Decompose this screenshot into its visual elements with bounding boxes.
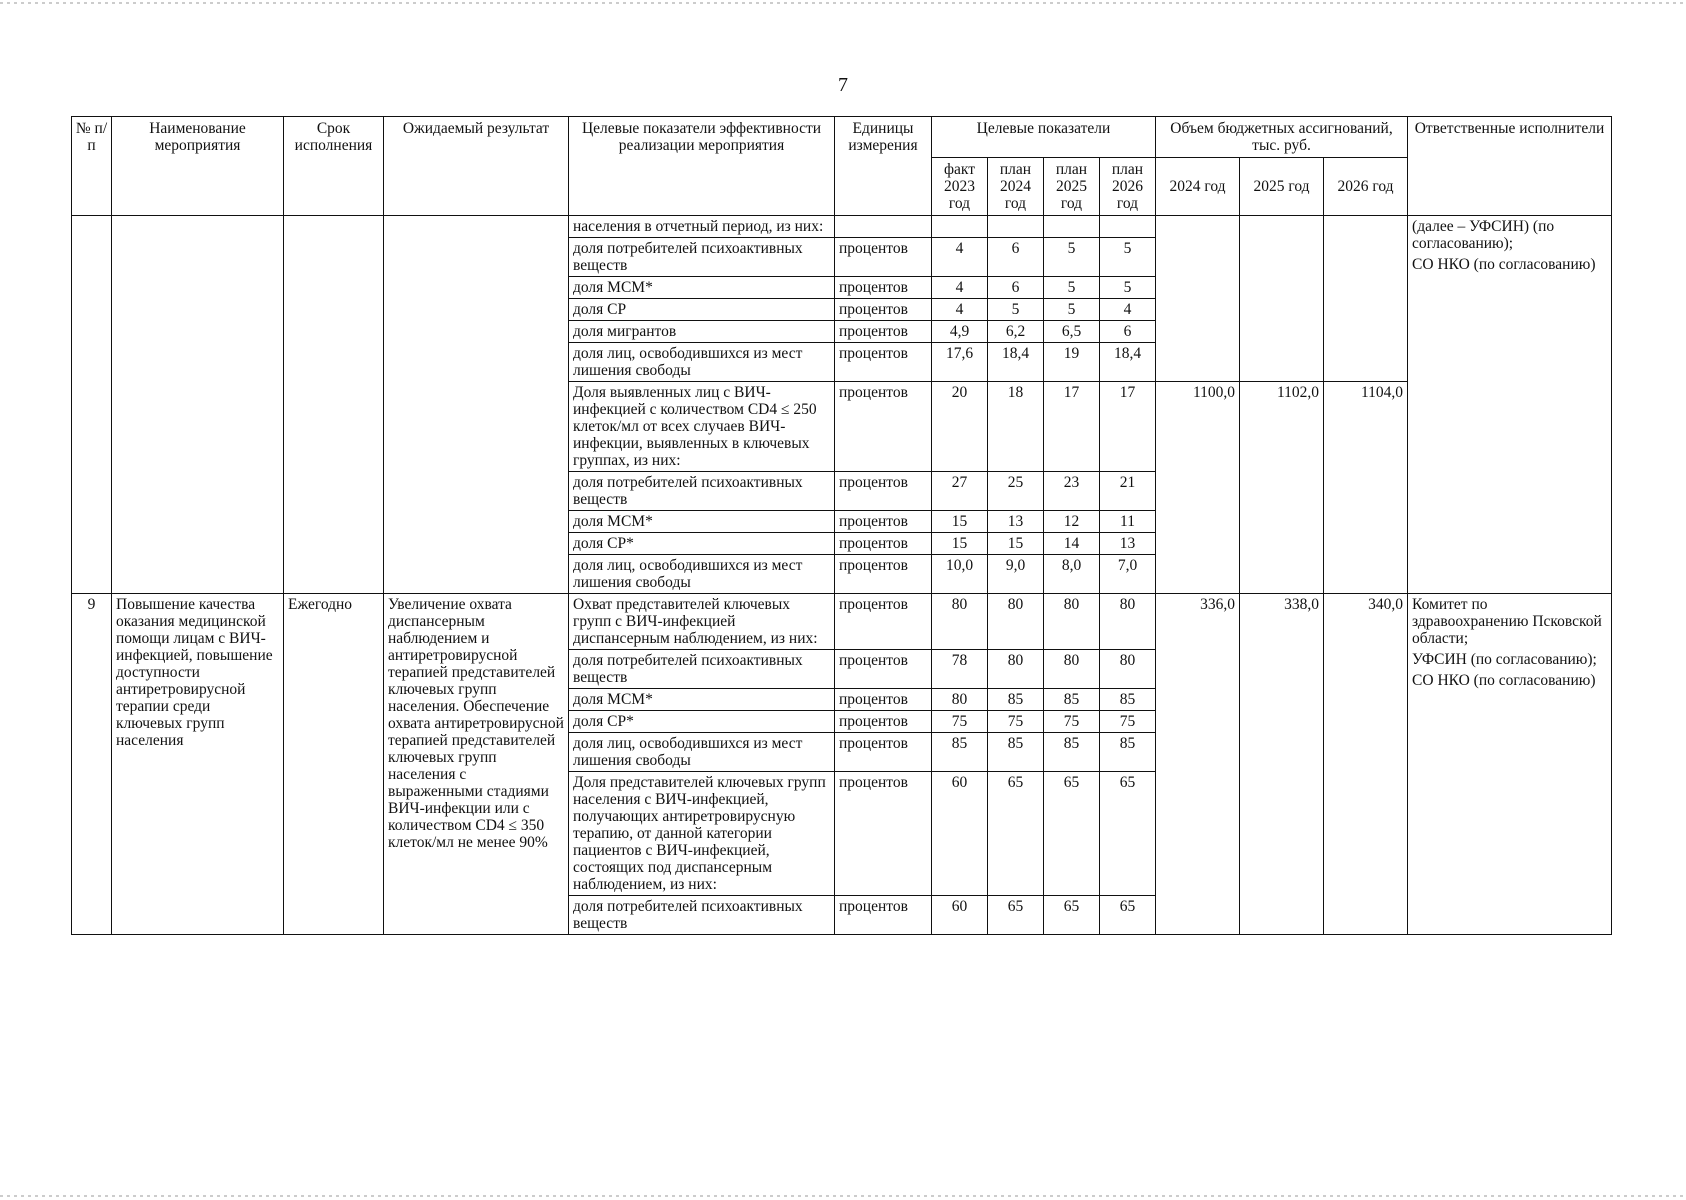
cell-value: 4,9 bbox=[932, 321, 988, 343]
cell-name: Повышение качества оказания медицинской помощи лицам с ВИЧ-инфекцией, повышение доступности антиретровирусной терапии среди ключевых групп населения bbox=[112, 594, 284, 935]
cell-value: 18 bbox=[988, 382, 1044, 472]
cell-value: 6 bbox=[1100, 321, 1156, 343]
cell-responsible bbox=[1408, 594, 1612, 935]
cell-value: 17 bbox=[1100, 382, 1156, 472]
cell-value: 11 bbox=[1100, 511, 1156, 533]
cell-value: 13 bbox=[1100, 533, 1156, 555]
cell-value: 25 bbox=[988, 472, 1044, 511]
cell-value: 15 bbox=[932, 533, 988, 555]
cell-budget: 338,0 bbox=[1240, 594, 1324, 935]
cell-unit: процентов bbox=[835, 321, 932, 343]
header-budget-year: 2024 год bbox=[1156, 158, 1240, 216]
cell-value: 65 bbox=[1044, 772, 1100, 896]
cell-value: 27 bbox=[932, 472, 988, 511]
header-result: Ожидаемый результат bbox=[384, 117, 569, 216]
cell-responsible bbox=[1408, 216, 1612, 594]
header-target-year: план 2026 год bbox=[1100, 158, 1156, 216]
cell-value: 80 bbox=[988, 594, 1044, 650]
header-indicator: Целевые показатели эффективности реализации мероприятия bbox=[569, 117, 835, 216]
table-header bbox=[72, 117, 1612, 216]
cell-value: 60 bbox=[932, 896, 988, 935]
cell-value: 80 bbox=[1100, 650, 1156, 689]
cell-budget bbox=[1240, 216, 1324, 382]
cell-value: 5 bbox=[1044, 238, 1100, 277]
cell-value: 6 bbox=[988, 277, 1044, 299]
cell-value: 65 bbox=[1100, 772, 1156, 896]
cell-value bbox=[988, 216, 1044, 238]
cell-value: 85 bbox=[1044, 689, 1100, 711]
page-number: 7 bbox=[838, 74, 848, 96]
cell-budget: 336,0 bbox=[1156, 594, 1240, 935]
cell-value: 85 bbox=[988, 689, 1044, 711]
cell-value: 12 bbox=[1044, 511, 1100, 533]
cell-indicator: доля СР* bbox=[569, 533, 835, 555]
header-target-year: план 2025 год bbox=[1044, 158, 1100, 216]
cell-value: 65 bbox=[988, 896, 1044, 935]
header-budget-year: 2026 год bbox=[1324, 158, 1408, 216]
cell-unit: процентов bbox=[835, 733, 932, 772]
cell-value: 21 bbox=[1100, 472, 1156, 511]
header-budget-year: 2025 год bbox=[1240, 158, 1324, 216]
cell-indicator: доля СР* bbox=[569, 711, 835, 733]
cell-value: 78 bbox=[932, 650, 988, 689]
cell-value: 60 bbox=[932, 772, 988, 896]
cell-indicator: доля лиц, освободившихся из мест лишения свободы bbox=[569, 733, 835, 772]
cell-unit: процентов bbox=[835, 772, 932, 896]
cell-value: 5 bbox=[988, 299, 1044, 321]
cell-value: 80 bbox=[1044, 594, 1100, 650]
cell-indicator: доля СР bbox=[569, 299, 835, 321]
cell-value: 5 bbox=[1044, 277, 1100, 299]
header-budget: Объем бюджетных ассигнований, тыс. руб. bbox=[1156, 117, 1408, 158]
cell-value: 4 bbox=[932, 238, 988, 277]
cell-indicator: Доля выявленных лиц с ВИЧ-инфекцией с количеством CD4 ≤ 250 клеток/мл от всех случаев ВИЧ-инфекции, выявленных в ключевых группах, из них: bbox=[569, 382, 835, 472]
cell-unit: процентов bbox=[835, 594, 932, 650]
cell-value bbox=[1100, 216, 1156, 238]
cell-result: Увеличение охвата диспансерным наблюдением и антиретровирусной терапией представителей ключевых групп населения. Обеспечение охвата антиретровирусной терапией представителей ключевых групп населения с выраженными стадиями ВИЧ-инфекции или с количеством CD4 ≤ 350 клеток/мл не менее 90% bbox=[384, 594, 569, 935]
scan-artifact-bottom bbox=[0, 1195, 1686, 1197]
cell-result bbox=[384, 216, 569, 594]
header-responsible: Ответственные исполнители bbox=[1408, 117, 1612, 216]
cell-value: 19 bbox=[1044, 343, 1100, 382]
cell-term: Ежегодно bbox=[284, 594, 384, 935]
header-targets: Целевые показатели bbox=[932, 117, 1156, 158]
cell-indicator: доля потребителей психоактивных веществ bbox=[569, 238, 835, 277]
cell-value: 14 bbox=[1044, 533, 1100, 555]
cell-unit: процентов bbox=[835, 382, 932, 472]
cell-unit: процентов bbox=[835, 343, 932, 382]
cell-value: 9,0 bbox=[988, 555, 1044, 594]
cell-value: 80 bbox=[1100, 594, 1156, 650]
cell-indicator: доля МСМ* bbox=[569, 689, 835, 711]
cell-budget bbox=[1324, 216, 1408, 382]
cell-unit: процентов bbox=[835, 533, 932, 555]
cell-value: 20 bbox=[932, 382, 988, 472]
cell-value: 17,6 bbox=[932, 343, 988, 382]
responsible-line: Комитет по здравоохранению Псковской области; bbox=[1412, 596, 1602, 647]
cell-budget: 1102,0 bbox=[1240, 382, 1324, 594]
responsible-line: СО НКО (по согласованию) bbox=[1412, 256, 1596, 273]
cell-indicator: доля потребителей психоактивных веществ bbox=[569, 472, 835, 511]
cell-value bbox=[932, 216, 988, 238]
cell-num: 9 bbox=[72, 594, 112, 935]
cell-unit: процентов bbox=[835, 299, 932, 321]
cell-unit: процентов bbox=[835, 555, 932, 594]
cell-value: 5 bbox=[1044, 299, 1100, 321]
cell-unit: процентов bbox=[835, 650, 932, 689]
cell-budget: 1100,0 bbox=[1156, 382, 1240, 594]
cell-value: 85 bbox=[988, 733, 1044, 772]
cell-value: 7,0 bbox=[1100, 555, 1156, 594]
cell-indicator: Охват представителей ключевых групп с ВИЧ-инфекцией диспансерным наблюдением, из них: bbox=[569, 594, 835, 650]
cell-value: 6,2 bbox=[988, 321, 1044, 343]
cell-value: 80 bbox=[1044, 650, 1100, 689]
cell-value: 8,0 bbox=[1044, 555, 1100, 594]
cell-value: 18,4 bbox=[1100, 343, 1156, 382]
plan-table bbox=[71, 116, 1612, 935]
responsible-line: УФСИН (по согласованию); bbox=[1412, 651, 1597, 668]
cell-value: 10,0 bbox=[932, 555, 988, 594]
responsible-line: (далее – УФСИН) (по согласованию); bbox=[1412, 218, 1555, 252]
cell-indicator: доля потребителей психоактивных веществ bbox=[569, 896, 835, 935]
cell-value: 65 bbox=[1044, 896, 1100, 935]
cell-value: 4 bbox=[932, 277, 988, 299]
cell-indicator: доля лиц, освободившихся из мест лишения свободы bbox=[569, 555, 835, 594]
cell-indicator: доля лиц, освободившихся из мест лишения свободы bbox=[569, 343, 835, 382]
header-unit: Единицы измерения bbox=[835, 117, 932, 216]
cell-value: 75 bbox=[932, 711, 988, 733]
cell-unit bbox=[835, 216, 932, 238]
cell-unit: процентов bbox=[835, 472, 932, 511]
cell-value: 85 bbox=[1100, 689, 1156, 711]
responsible-line: СО НКО (по согласованию) bbox=[1412, 672, 1596, 689]
header-target-year: факт 2023 год bbox=[932, 158, 988, 216]
cell-value: 75 bbox=[1100, 711, 1156, 733]
cell-value: 85 bbox=[932, 733, 988, 772]
cell-unit: процентов bbox=[835, 689, 932, 711]
cell-value: 17 bbox=[1044, 382, 1100, 472]
header-term: Срок исполнения bbox=[284, 117, 384, 216]
cell-value: 75 bbox=[988, 711, 1044, 733]
cell-value: 15 bbox=[932, 511, 988, 533]
cell-value: 23 bbox=[1044, 472, 1100, 511]
cell-value: 18,4 bbox=[988, 343, 1044, 382]
cell-value: 6,5 bbox=[1044, 321, 1100, 343]
cell-indicator: Доля представителей ключевых групп населения с ВИЧ-инфекцией, получающих антиретровирусную терапию, от данной категории пациентов с ВИЧ-инфекцией, состоящих под диспансерным наблюдением, из них: bbox=[569, 772, 835, 896]
cell-indicator: доля потребителей психоактивных веществ bbox=[569, 650, 835, 689]
header-name: Наименование мероприятия bbox=[112, 117, 284, 216]
header-target-year: план 2024 год bbox=[988, 158, 1044, 216]
cell-indicator: доля МСМ* bbox=[569, 511, 835, 533]
cell-num bbox=[72, 216, 112, 594]
cell-value: 80 bbox=[932, 689, 988, 711]
cell-unit: процентов bbox=[835, 277, 932, 299]
cell-indicator: доля МСМ* bbox=[569, 277, 835, 299]
cell-value: 65 bbox=[988, 772, 1044, 896]
cell-value: 6 bbox=[988, 238, 1044, 277]
cell-value: 85 bbox=[1044, 733, 1100, 772]
cell-budget bbox=[1156, 216, 1240, 382]
cell-value: 13 bbox=[988, 511, 1044, 533]
cell-value: 80 bbox=[988, 650, 1044, 689]
header-num: № п/п bbox=[72, 117, 112, 216]
cell-unit: процентов bbox=[835, 711, 932, 733]
cell-indicator: населения в отчетный период, из них: bbox=[569, 216, 835, 238]
cell-value: 5 bbox=[1100, 277, 1156, 299]
cell-budget: 340,0 bbox=[1324, 594, 1408, 935]
cell-budget: 1104,0 bbox=[1324, 382, 1408, 594]
cell-value: 80 bbox=[932, 594, 988, 650]
table-row bbox=[72, 216, 1612, 238]
cell-value: 4 bbox=[1100, 299, 1156, 321]
cell-indicator: доля мигрантов bbox=[569, 321, 835, 343]
table-row bbox=[72, 594, 1612, 650]
cell-unit: процентов bbox=[835, 238, 932, 277]
cell-value bbox=[1044, 216, 1100, 238]
cell-value: 15 bbox=[988, 533, 1044, 555]
cell-value: 65 bbox=[1100, 896, 1156, 935]
cell-value: 5 bbox=[1100, 238, 1156, 277]
cell-unit: процентов bbox=[835, 511, 932, 533]
cell-term bbox=[284, 216, 384, 594]
cell-unit: процентов bbox=[835, 896, 932, 935]
cell-value: 85 bbox=[1100, 733, 1156, 772]
scan-artifact-top bbox=[0, 2, 1686, 4]
cell-value: 75 bbox=[1044, 711, 1100, 733]
cell-name bbox=[112, 216, 284, 594]
cell-value: 4 bbox=[932, 299, 988, 321]
